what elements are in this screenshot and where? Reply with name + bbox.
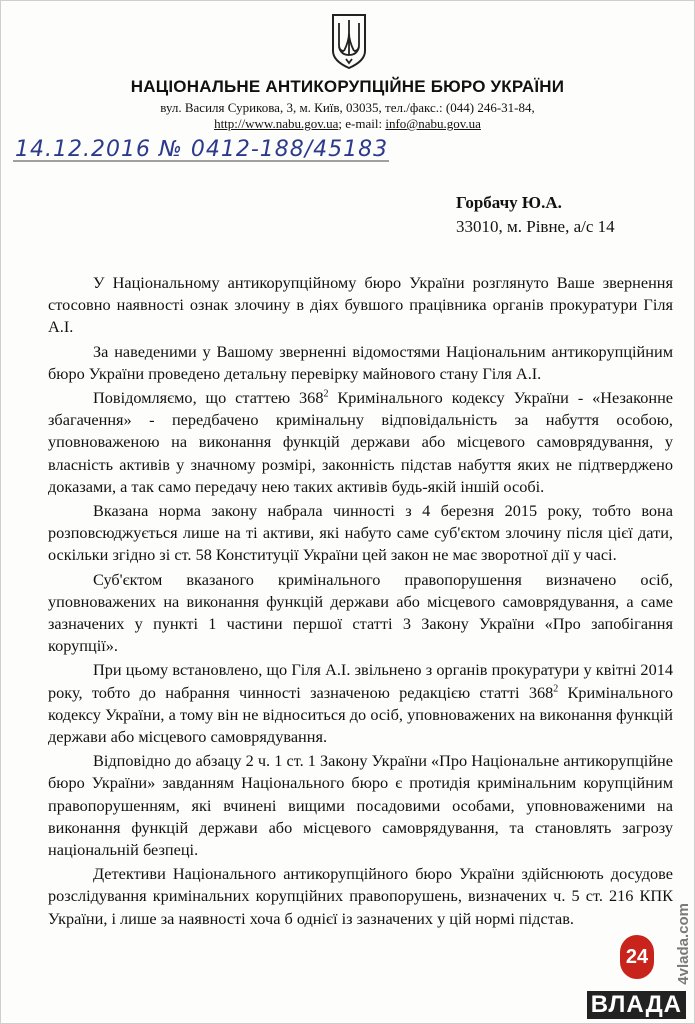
paragraph-7: Відповідно до абзацу 2 ч. 1 ст. 1 Закону України «Про Національне антикорупційне бюро України» завданням Національного бюро є протидія кримінальним корупційним правопорушенням, які вчинені вищими посадовими особами, уповноваженими на виконання функцій держави або місцевого самоврядування, та становлять загрозу національній безпеці. — [48, 751, 673, 860]
site-watermark — [590, 893, 694, 1023]
org-address: вул. Василя Сурикова, 3, м. Київ, 03035, тел./факс.: (044) 246-31-84, — [160, 100, 535, 115]
handwritten-ref-text: 14.12.2016 № 0412-188/45183 — [15, 137, 389, 162]
paragraph-4: Вказана норма закону набрала чинності з 4 березня 2015 року, тобто вона розповсюджується лише на ті активи, які набуто саме суб'єктом злочину після цієї дати, оскільки згідно зі ст. 58 Конституції України цей закон не має зворотної дії у часі. — [48, 501, 673, 565]
watermark-badge: 24 — [620, 935, 654, 979]
org-name: НАЦІОНАЛЬНЕ АНТИКОРУПЦІЙНЕ БЮРО УКРАЇНИ — [130, 77, 565, 96]
org-contacts — [1, 100, 694, 132]
website-link[interactable]: http://www.nabu.gov.ua — [214, 116, 339, 131]
org-links — [1, 116, 694, 132]
paragraph-6-rest: Кримінального кодексу України, а тому він не відноситься до осіб, уповноважених на виконання функцій держави або місцевого самоврядування. — [48, 682, 673, 747]
recipient-address: 33010, м. Рівне, а/с 14 — [456, 217, 615, 236]
trident-emblem-icon — [330, 11, 368, 71]
paragraph-3-rest: Кримінального кодексу України - «Незаконне збагачення» - передбачено кримінальну відповідальність за набуття особою, уповноваженою на виконання функцій держави або місцевого самоврядування, у власність активів у значному розмірі, законність підстав набуття яких не підтверджено доказами, а так само передачу нею таких активів будь-якій іншій особі. — [48, 388, 674, 496]
paragraph-3 — [48, 387, 673, 498]
paragraph-1: У Національному антикорупційному бюро України розглянуто Ваше звернення стосовно наявності ознак злочину в діях бувшого працівника органів прокуратури Гіля А.І. — [48, 273, 673, 337]
article-superscript: 2 — [323, 388, 329, 400]
paragraph-6-start: При цьому встановлено, що Гіля А.І. звільнено з органів прокуратури у квітні 2014 року, тобто до набрання чинності зазначеною редакцією статті 368 — [48, 660, 673, 702]
paragraph-8: Детективи Національного антикорупційного бюро України здійснюють досудове розслідування кримінальних корупційних правопорушень, визначених ч. 5 ст. 216 КПК України, і лише за наявності хоча б однієї із зазначених у цій нормі підстав. — [48, 864, 673, 928]
email-link[interactable]: info@nabu.gov.ua — [385, 116, 481, 131]
email-label: ; e-mail: — [338, 116, 386, 131]
letter-body — [48, 272, 673, 932]
recipient-name: Горбачу Ю.А. — [456, 193, 562, 212]
handwritten-reference — [11, 131, 391, 167]
paragraph-5: Суб'єктом вказаного кримінального правопорушення визначено осіб, уповноважених на виконання функцій держави або місцевого самоврядування, а саме зазначених у пункті 1 частини першої статті 3 Закону України «Про запобігання корупції». — [48, 569, 673, 656]
article-superscript: 2 — [553, 683, 559, 695]
watermark-site: 4vlada.com — [675, 903, 692, 985]
recipient-block — [456, 191, 615, 239]
paragraph-2: За наведеними у Вашому зверненні відомостями Національним антикорупційним бюро України проведено детальну перевірку майнового стану Гіля А.І. — [48, 341, 673, 383]
paragraph-6 — [48, 659, 673, 748]
watermark-word: ВЛАДА — [587, 991, 686, 1019]
paragraph-3-start: Повідомляємо, що статтею 368 — [93, 388, 324, 408]
